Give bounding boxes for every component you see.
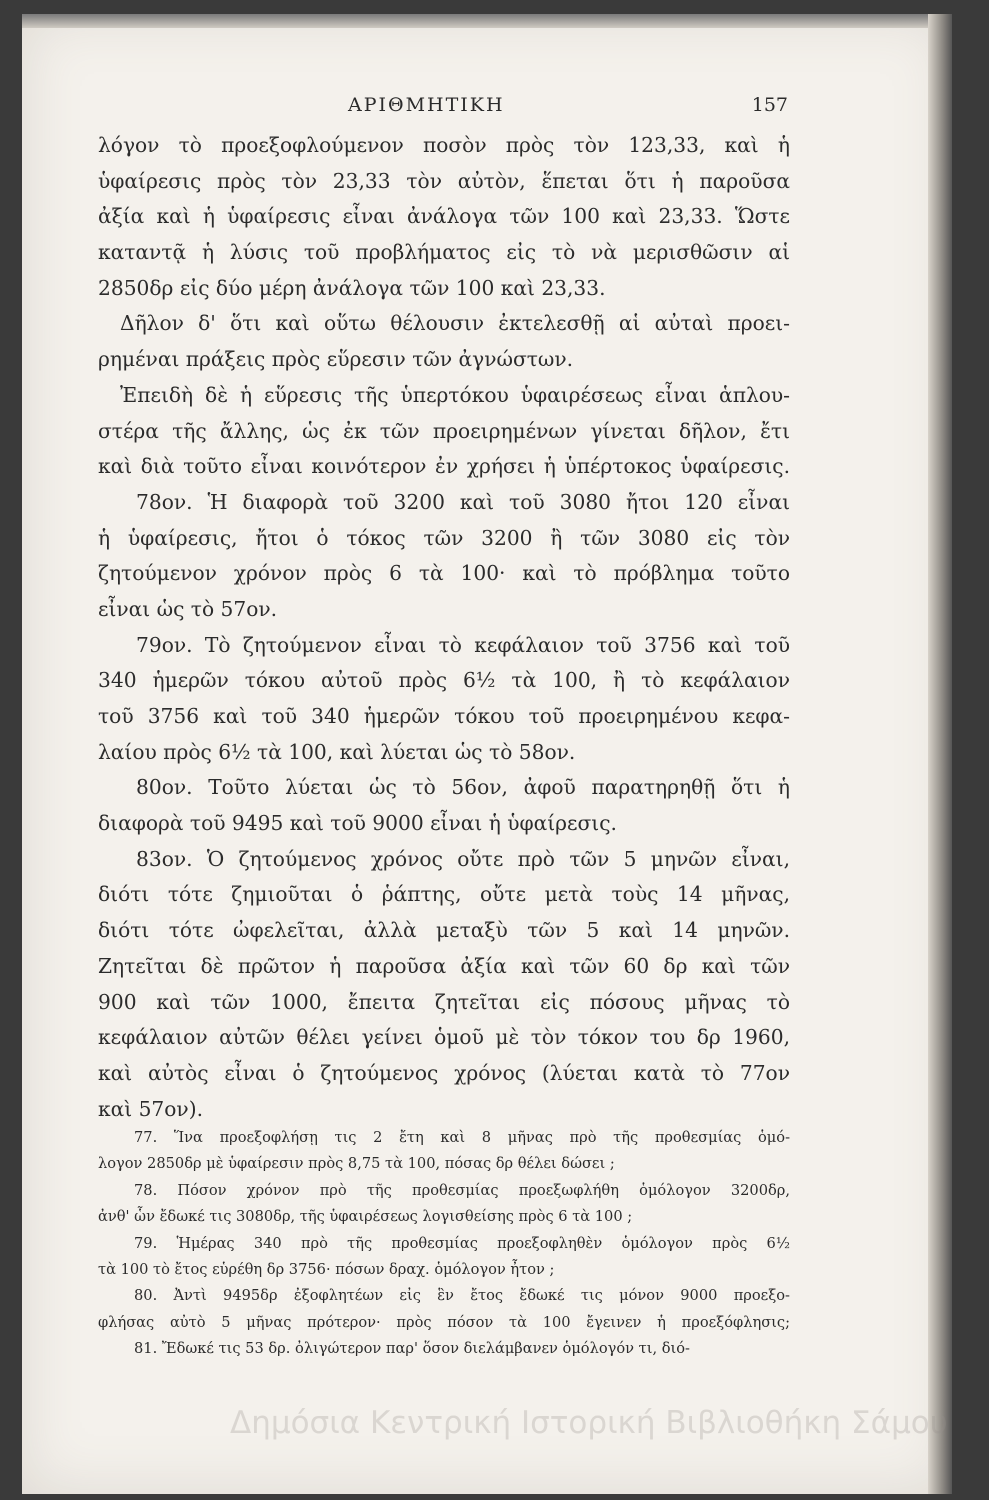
body-text: [98, 128, 790, 1127]
text-line: καὶ 57ον).: [98, 1096, 203, 1121]
page-number: 157: [751, 94, 788, 116]
text-line: διότι τότε ζημιοῦται ὁ ῥάπτης, οὔτε μετὰ τοὺς 14 μῆνας,: [98, 882, 790, 907]
text-line: καὶ αὐτὸς εἶναι ὁ ζητούμενος χρόνος (λύεται κατὰ τὸ 77ον: [98, 1060, 790, 1085]
text-line: διαφορὰ τοῦ 9495 καὶ τοῦ 9000 εἶναι ἡ ὑφαίρεσις.: [98, 811, 617, 836]
text-line: Δῆλον δ' ὅτι καὶ οὕτω θέλουσιν ἐκτελεσθῇ αἱ αὐταὶ προει-: [120, 311, 790, 336]
text-line: 2850δρ εἰς δύο μέρη ἀνάλογα τῶν 100 καὶ 23,33.: [98, 275, 606, 300]
text-line: ἡ ὑφαίρεσις, ἤτοι ὁ τόκος τῶν 3200 ἢ τῶν 3080 εἰς τὸν: [98, 525, 790, 550]
exercise-line: φλήσας αὐτὸ 5 μῆνας πρότερον· πρὸς πόσον τὰ 100 ἔγεινεν ἡ προεξόφλησις;: [98, 1313, 790, 1331]
text-line: 80ον. Τοῦτο λύεται ὡς τὸ 56ον, ἀφοῦ παρατηρηθῇ ὅτι ἡ: [136, 775, 790, 800]
text-line: Ἐπειδὴ δὲ ἡ εὕρεσις τῆς ὑπερτόκου ὑφαιρέσεως εἶναι ἁπλου-: [120, 382, 790, 407]
text-line: τοῦ 3756 καὶ τοῦ 340 ἡμερῶν τόκου τοῦ προειρημένου κεφα-: [98, 704, 790, 728]
text-line: λόγον τὸ προεξοφλούμενον ποσὸν πρὸς τὸν 123,33, καὶ ἡ: [98, 133, 790, 157]
text-line: στέρα τῆς ἄλλης, ὡς ἐκ τῶν προειρημένων γίνεται δῆλον, ἔτι: [98, 418, 790, 443]
text-line: ρημέναι πράξεις πρὸς εὕρεσιν τῶν ἀγνώστων.: [98, 347, 574, 372]
book-spine: [928, 14, 952, 1494]
text-line: εἶναι ὡς τὸ 57ον.: [98, 596, 278, 621]
text-line: καὶ διὰ τοῦτο εἶναι κοινότερον ἐν χρήσει ἡ ὑπέρτοκος ὑφαίρεσις.: [98, 454, 790, 479]
exercise-line: 80. Ἀντὶ 9495δρ ἐξοφλητέων εἰς ἓν ἔτος ἔδωκέ τις μόνον 9000 προεξο-: [134, 1287, 790, 1305]
text-line: ἀξία καὶ ἡ ὑφαίρεσις εἶναι ἀνάλογα τῶν 100 καὶ 23,33. Ὥστε: [98, 204, 790, 229]
text-line: ζητούμενον χρόνον πρὸς 6 τὰ 100· καὶ τὸ πρόβλημα τοῦτο: [98, 561, 790, 586]
page-header: [98, 94, 788, 122]
text-line: 78ον. Ἡ διαφορὰ τοῦ 3200 καὶ τοῦ 3080 ἤτοι 120 εἶναι: [136, 489, 790, 514]
exercise-line: 79. Ἡμέρας 340 πρὸ τῆς προθεσμίας προεξοφληθὲν ὁμόλογον πρὸς 6½: [134, 1234, 790, 1252]
text-line: 900 καὶ τῶν 1000, ἔπειτα ζητεῖται εἰς πόσους μῆνας τὸ: [98, 989, 790, 1014]
page-top-edge: [22, 14, 952, 28]
exercise-list: [98, 1125, 790, 1363]
exercise-line: λογον 2850δρ μὲ ὑφαίρεσιν πρὸς 8,75 τὰ 100, πόσας δρ θέλει δώσει ;: [98, 1155, 615, 1173]
text-line: Ζητεῖται δὲ πρῶτον ἡ παροῦσα ἀξία καὶ τῶν 60 δρ καὶ τῶν: [98, 953, 790, 978]
running-title: ΑΡΙΘΜΗΤΙΚΗ: [348, 94, 505, 116]
exercise-line: 78. Πόσον χρόνον πρὸ τῆς προθεσμίας προεξωφλήθη ὁμόλογον 3200δρ,: [134, 1181, 790, 1199]
text-line: 79ον. Τὸ ζητούμενον εἶναι τὸ κεφάλαιον τοῦ 3756 καὶ τοῦ: [136, 632, 790, 657]
text-line: 83ον. Ὁ ζητούμενος χρόνος οὔτε πρὸ τῶν 5 μηνῶν εἶναι,: [136, 846, 790, 871]
exercise-line: τὰ 100 τὸ ἔτος εὑρέθη δρ 3756· πόσων δραχ. ὁμόλογον ἦτον ;: [98, 1260, 555, 1278]
text-line: κεφάλαιον αὐτῶν θέλει γείνει ὁμοῦ μὲ τὸν τόκον του δρ 1960,: [98, 1025, 790, 1050]
text-line: ὑφαίρεσις πρὸς τὸν 23,33 τὸν αὐτὸν, ἕπεται ὅτι ἡ παροῦσα: [98, 168, 790, 193]
text-line: 340 ἡμερῶν τόκου αὐτοῦ πρὸς 6½ τὰ 100, ἢ τὸ κεφάλαιον: [98, 668, 790, 693]
exercise-line: ἀνθ' ὧν ἔδωκέ τις 3080δρ, τῆς ὑφαιρέσεως λογισθείσης πρὸς 6 τὰ 100 ;: [98, 1208, 633, 1226]
exercise-line: 77. Ἵνα προεξοφλήσῃ τις 2 ἔτη καὶ 8 μῆνας πρὸ τῆς προθεσμίας ὁμό-: [134, 1129, 790, 1146]
text-line: καταντᾷ ἡ λύσις τοῦ προβλήματος εἰς τὸ νὰ μερισθῶσιν αἱ: [98, 240, 790, 265]
text-line: διότι τότε ὠφελεῖται, ἀλλὰ μεταξὺ τῶν 5 καὶ 14 μηνῶν.: [98, 918, 790, 943]
library-watermark: Δημόσια Κεντρική Ιστορική Βιβλιοθήκη Σάμου: [230, 1405, 948, 1441]
text-line: λαίου πρὸς 6½ τὰ 100, καὶ λύεται ὡς τὸ 58ον.: [98, 739, 576, 764]
exercise-line: 81. Ἔδωκέ τις 53 δρ. ὀλιγώτερον παρ' ὅσον διελάμβανεν ὁμόλογόν τι, διό-: [134, 1340, 690, 1358]
